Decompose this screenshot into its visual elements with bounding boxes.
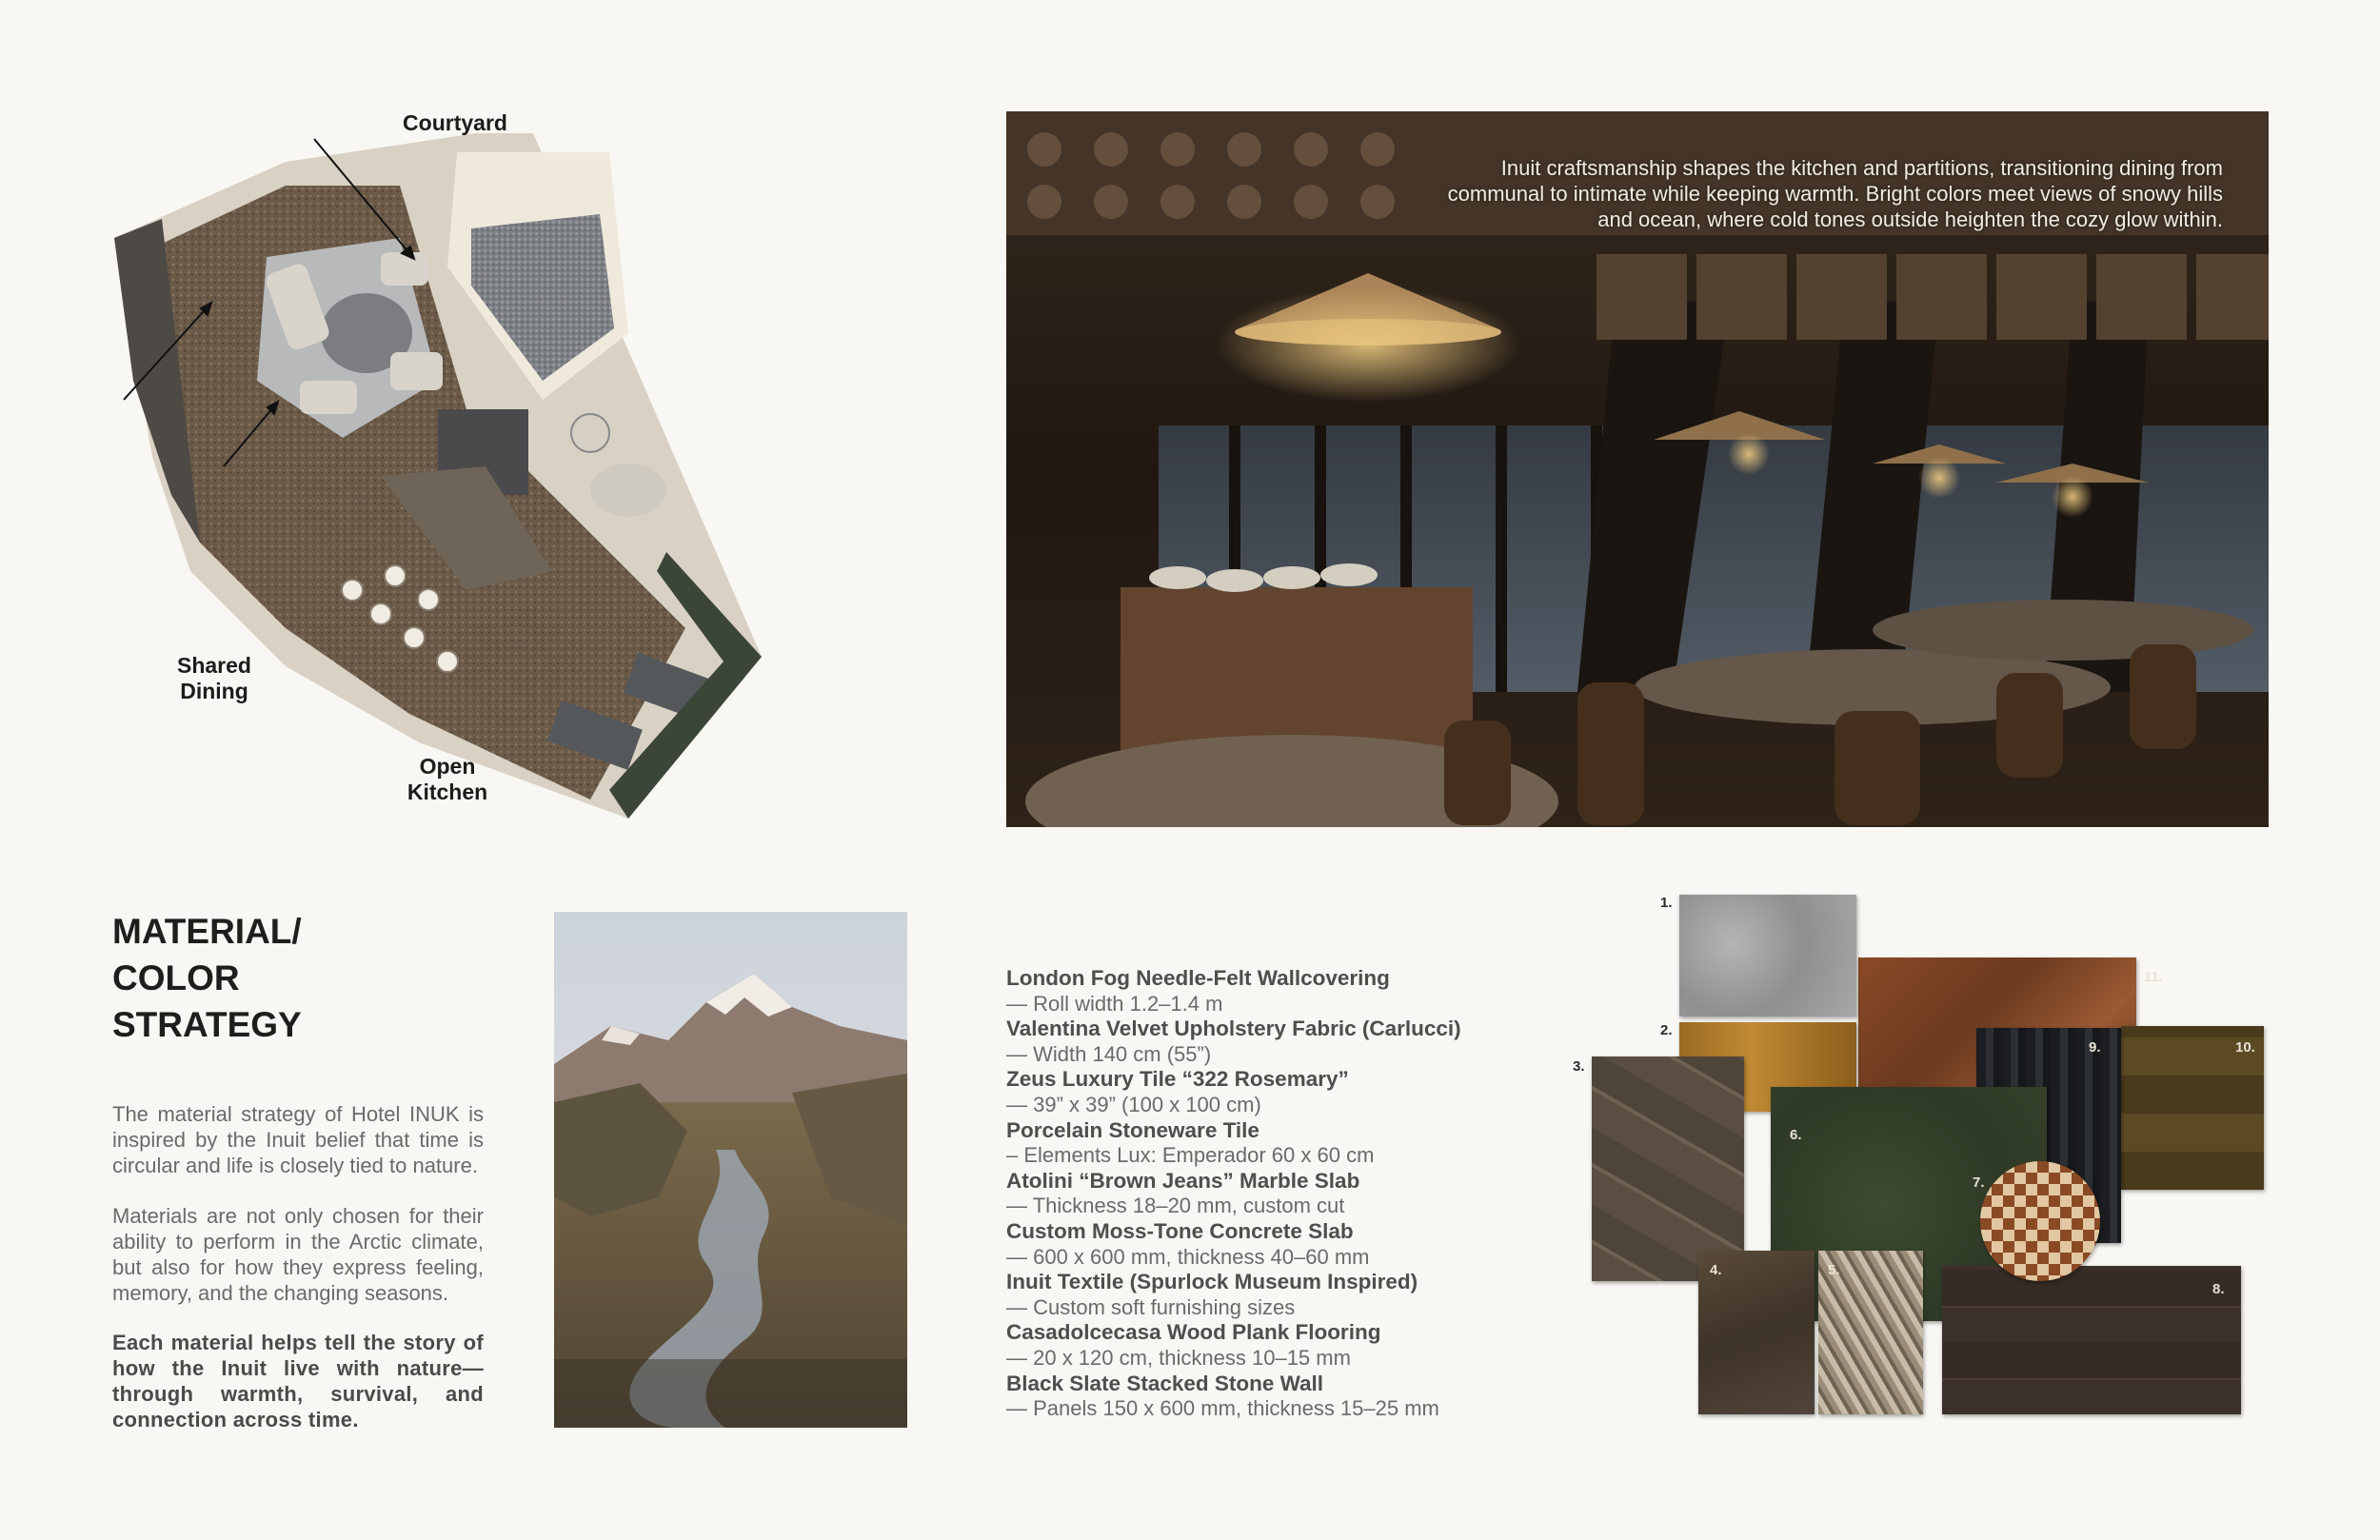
title-line-2: COLOR [112, 958, 240, 997]
material-item [1006, 1372, 1539, 1422]
open-kitchen-label: Open Kitchen [407, 754, 488, 804]
material-spec: — Panels 150 x 600 mm, thickness 15–25 mm [1006, 1396, 1439, 1421]
material-swatch-board [1561, 885, 2285, 1428]
material-spec: — 39” x 39” (100 x 100 cm) [1006, 1092, 1261, 1116]
material-name: Inuit Textile (Spurlock Museum Inspired) [1006, 1270, 1418, 1294]
swatch-number: 5. [1828, 1262, 1840, 1278]
material-name: Valentina Velvet Upholstery Fabric (Carlucci) [1006, 1017, 1461, 1041]
courtyard-label: Courtyard [403, 110, 507, 135]
swatch-number: 9. [2089, 1039, 2101, 1056]
swatch-number: 8. [2212, 1281, 2225, 1297]
material-name: Casadolcecasa Wood Plank Flooring [1006, 1320, 1381, 1345]
material-name: Porcelain Stoneware Tile [1006, 1117, 1259, 1142]
material-name: Zeus Luxury Tile “322 Rosemary” [1006, 1067, 1349, 1092]
material-item [1006, 966, 1539, 1017]
material-item [1006, 1017, 1539, 1067]
swatch-number: 7. [1973, 1175, 1985, 1191]
material-item [1006, 1270, 1539, 1320]
swatch-number: 3. [1573, 1058, 1585, 1075]
material-spec: — Width 140 cm (55”) [1006, 1041, 1212, 1066]
section-title [112, 908, 398, 1048]
floor-plan-drawing [95, 95, 933, 838]
swatch-flagstone [1592, 1056, 1744, 1281]
material-item [1006, 1118, 1539, 1169]
strategy-paragraph-2: Materials are not only chosen for their ability to perform in the Arctic climate, but also for how they express feeling, memory, and the changing seasons. [112, 1204, 484, 1305]
material-spec: — 20 x 120 cm, thickness 10–15 mm [1006, 1345, 1351, 1370]
shared-dining-label: Shared Dining [177, 653, 251, 703]
material-list [1006, 966, 1539, 1422]
swatch-inuit-textile [1980, 1161, 2100, 1281]
restaurant-render [1006, 111, 2269, 827]
material-spec: — 600 x 600 mm, thickness 40–60 mm [1006, 1244, 1370, 1269]
swatch-number: 6. [1790, 1127, 1802, 1143]
arctic-landscape-photo [554, 912, 907, 1428]
swatch-number: 1. [1660, 895, 1673, 911]
swatch-number: 2. [1660, 1022, 1673, 1038]
title-line-1: MATERIAL/ [112, 912, 302, 951]
swatch-number: 11. [2144, 969, 2164, 985]
material-name: Black Slate Stacked Stone Wall [1006, 1371, 1324, 1395]
material-item [1006, 1169, 1539, 1219]
strategy-paragraph-3: Each material helps tell the story of how the Inuit live with nature—through warmth, survival, and connection across time. [112, 1331, 484, 1431]
material-item [1006, 1320, 1539, 1371]
material-spec: — Custom soft furnishing sizes [1006, 1294, 1296, 1319]
floor-plan [95, 95, 933, 838]
swatch-wood-plank [1942, 1266, 2241, 1414]
material-item [1006, 1219, 1539, 1270]
material-name: London Fog Needle-Felt Wallcovering [1006, 966, 1390, 990]
material-name: Atolini “Brown Jeans” Marble Slab [1006, 1168, 1360, 1193]
material-item [1006, 1067, 1539, 1117]
landscape-image [554, 912, 907, 1428]
title-line-3: STRATEGY [112, 1005, 302, 1044]
swatch-needle-felt [1679, 895, 1856, 1017]
render-caption: Inuit craftsmanship shapes the kitchen and partitions, transitioning dining from communal to intimate while keeping warmth. Bright colors meet views of snowy hills and ocean, where cold tones outside heighten the cozy glow within. [1447, 156, 2223, 231]
swatch-number: 10. [2235, 1039, 2255, 1056]
material-spec: — Roll width 1.2–1.4 m [1006, 991, 1223, 1016]
strategy-paragraph-1: The material strategy of Hotel INUK is inspired by the Inuit belief that time is circular and life is closely tied to nature. [112, 1102, 484, 1177]
swatch-number: 4. [1710, 1262, 1722, 1278]
material-spec: – Elements Lux: Emperador 60 x 60 cm [1006, 1143, 1375, 1168]
material-name: Custom Moss-Tone Concrete Slab [1006, 1218, 1354, 1243]
material-spec: — Thickness 18–20 mm, custom cut [1006, 1194, 1345, 1218]
